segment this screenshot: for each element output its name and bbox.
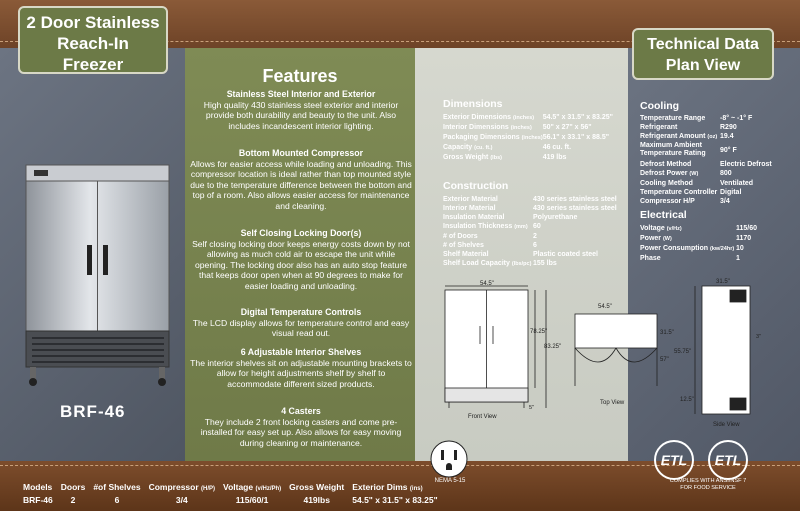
- feature-heading: Self Closing Locking Door(s): [240, 228, 362, 238]
- technical-title-line: Technical Data: [647, 36, 759, 53]
- front-door-label: 78.25": [530, 329, 548, 335]
- feature-body: Allows for easier access while loading and unloading. This compressor location is ideal rather than top mounted style due to the temperature difference between the bottom and top of a room. Also allows easier access for maintenance and cleaning.: [190, 158, 412, 211]
- freezer-image: [24, 163, 174, 388]
- spec-value: 3/4: [720, 198, 730, 205]
- feature-heading: 4 Casters: [281, 406, 321, 416]
- table-row: [443, 133, 613, 143]
- table-row: [443, 123, 613, 133]
- table-row: [640, 132, 772, 142]
- spec-label: Refrigerant Amount (oz): [640, 133, 718, 140]
- table-row: [443, 143, 613, 153]
- spec-value: -8° ~ -1° F: [720, 115, 753, 122]
- feature-item: [190, 228, 412, 291]
- spec-label: Maximum Ambient Temperature Rating: [640, 142, 706, 157]
- etl-sanitation-logo: ETL: [708, 440, 748, 480]
- side-depth-label: 31.5": [716, 279, 730, 285]
- nema-label: NEMA 5-15: [434, 478, 466, 484]
- column-header: Gross Weight: [289, 481, 345, 492]
- spec-label: Power (W): [640, 235, 672, 242]
- feature-heading: Stainless Steel Interior and Exterior: [226, 89, 376, 99]
- spec-label: # of Doors: [443, 233, 478, 240]
- table-row: [443, 153, 613, 163]
- table-row: [443, 232, 617, 241]
- table-header-row: [20, 481, 441, 492]
- feature-body: The LCD display allows for temperature control and easy visual read out.: [192, 317, 410, 338]
- model-label: BRF-46: [60, 402, 126, 421]
- features-title: Features: [262, 66, 338, 86]
- table-cell: 54.5" x 31.5" x 83.25": [352, 494, 438, 505]
- column-header: Models: [23, 481, 53, 492]
- table-row: [640, 234, 757, 244]
- table-cell: 3/4: [175, 494, 188, 505]
- spec-value: 115/60: [736, 225, 758, 232]
- table-row: [640, 160, 772, 169]
- spec-value: Plastic coated steel: [533, 251, 598, 258]
- column-header: Compressor (H/P): [148, 481, 216, 492]
- table-row: [640, 244, 757, 254]
- table-row: [640, 142, 772, 160]
- spec-value: 46 cu. ft.: [542, 144, 572, 151]
- table-row: [640, 169, 772, 179]
- spec-value: 2: [533, 233, 537, 240]
- spec-value: 1170: [736, 235, 752, 242]
- spec-value: 19.4: [720, 133, 734, 140]
- front-view-caption: Front View: [468, 414, 497, 420]
- table-row: [20, 494, 441, 505]
- construction-title: Construction: [443, 180, 509, 192]
- feature-body: The interior shelves sit on adjustable mounting brackets to allow for height adjustments shelf by shelf to accommodate different sized products.: [190, 357, 412, 389]
- spec-label: Gross Weight (lbs): [443, 154, 502, 161]
- feature-body: They include 2 front locking casters and come pre-installed for easy set up. Also allows for easy moving during cleaning or maintenance.: [200, 416, 402, 448]
- table-row: [443, 250, 617, 259]
- table-cell: 6: [114, 494, 120, 505]
- spec-label: Temperature Range: [640, 115, 706, 122]
- technical-title-line: Plan View: [665, 57, 741, 74]
- dimensions-title: Dimensions: [443, 98, 503, 110]
- top-view-drawing: [575, 304, 674, 406]
- table-row: [640, 114, 772, 123]
- spec-value: 54.5" x 31.5" x 83.25": [542, 114, 613, 121]
- column-header: Voltage (v/Hz/Ph): [223, 481, 282, 492]
- spec-value: 430 series stainless steel: [533, 205, 617, 212]
- feature-body: High quality 430 stainless steel exterior and interior provide both durability and beauty to the unit. Also includes incandescent interior lighting.: [203, 99, 399, 131]
- front-height-label: 83.25": [544, 344, 562, 350]
- front-width-label: 54.5": [480, 281, 494, 287]
- spec-label: Shelf Load Capacity (lbs/pc): [443, 260, 532, 267]
- table-row: [443, 259, 617, 269]
- table-row: [443, 241, 617, 250]
- top-width-label: 54.5": [598, 304, 612, 310]
- table-row: [443, 222, 617, 232]
- etl-logo: ETL: [654, 440, 694, 480]
- spec-value: Ventilated: [720, 180, 754, 187]
- table-row: [443, 195, 617, 204]
- table-row: [640, 197, 772, 206]
- feature-heading: Digital Temperature Controls: [240, 307, 362, 317]
- spec-value: 430 series stainless steel: [533, 196, 617, 203]
- feature-item: [190, 148, 412, 211]
- nema-plug-icon: [430, 440, 468, 478]
- front-foot-label: 5": [529, 405, 535, 411]
- table-row: [443, 113, 613, 123]
- table-cell: BRF-46: [23, 494, 53, 505]
- spec-value: 50" x 27" x 56": [542, 124, 592, 131]
- spec-value: 60: [533, 223, 541, 230]
- technical-title-box: [632, 28, 774, 80]
- spec-label: Insulation Thickness (mm): [443, 223, 528, 230]
- feature-item: [190, 89, 412, 131]
- spec-value: 6: [533, 242, 537, 249]
- spec-value: 56.1" x 33.1" x 88.5": [542, 134, 610, 141]
- spec-value: 800: [720, 170, 732, 177]
- column-header: Exterior Dims (ins): [352, 481, 423, 492]
- feature-body: Self closing locking door keeps energy costs down by not allowing as much cold air to escape the unit while opening. The locking door also has an auto stop feature that keeps door open when at 90 degrees to make for easier loading and unloading.: [192, 238, 410, 291]
- spec-label: Exterior Material: [443, 196, 498, 203]
- spec-value: 90° F: [720, 147, 737, 154]
- top-view-caption: Top View: [600, 400, 625, 406]
- spec-value: Polyurethane: [533, 214, 578, 221]
- side-base-label: 12.5": [680, 397, 694, 403]
- spec-label: Capacity (cu. ft.): [443, 144, 493, 151]
- table-row: [640, 224, 757, 234]
- spec-value: 10: [736, 245, 744, 252]
- spec-value: 419 lbs: [542, 154, 567, 161]
- table-cell: 2: [70, 494, 76, 505]
- spec-value: Electric Defrost: [720, 161, 772, 168]
- spec-value: R290: [720, 124, 737, 131]
- front-view-drawing: [445, 281, 561, 420]
- spec-label: # of Shelves: [443, 242, 484, 249]
- table-cell: 419lbs: [303, 494, 330, 505]
- column-header: Doors: [60, 481, 86, 492]
- spec-label: Interior Dimensions (inches): [443, 124, 532, 131]
- feature-heading: Bottom Mounted Compressor: [238, 148, 364, 158]
- construction-table: [443, 195, 617, 269]
- spec-label: Packaging Dimensions (inches): [443, 134, 543, 141]
- spec-value: Digital: [720, 189, 742, 196]
- side-view-caption: Side View: [713, 422, 740, 426]
- spec-label: Power Consumption (kw/24hr): [640, 245, 735, 252]
- compliance-line: FOR FOOD SERVICE: [680, 485, 736, 491]
- table-row: [640, 179, 772, 188]
- spec-label: Interior Material: [443, 205, 496, 212]
- spec-label: Phase: [640, 255, 661, 262]
- spec-label: Cooling Method: [640, 180, 693, 187]
- table-cell: 115/60/1: [235, 494, 269, 505]
- table-row: [640, 188, 772, 197]
- compliance-text: [648, 478, 768, 492]
- top-swing-label: 57": [660, 357, 669, 363]
- spec-label: Voltage (v/Hz): [640, 225, 682, 232]
- spec-label: Compressor H/P: [640, 198, 695, 205]
- cooling-title: Cooling: [640, 100, 680, 112]
- spec-label: Defrost Power (W): [640, 170, 699, 177]
- side-offset-label: 3": [756, 334, 762, 340]
- table-row: [640, 123, 772, 132]
- spec-label: Refrigerant: [640, 124, 678, 131]
- side-view-drawing: [674, 279, 761, 426]
- spec-label: Insulation Material: [443, 214, 505, 221]
- electrical-table: [640, 224, 757, 263]
- side-height-label: 55.75": [674, 349, 692, 355]
- product-title-line: Reach-In: [57, 34, 129, 53]
- product-title-line: Freezer: [62, 55, 124, 74]
- model-summary-table: [18, 479, 443, 507]
- dimensions-table: [443, 113, 613, 163]
- spec-label: Exterior Dimensions (inches): [443, 114, 535, 121]
- spec-value: 155 lbs: [533, 260, 557, 267]
- feature-heading: 6 Adjustable Interior Shelves: [240, 347, 362, 357]
- product-title-line: 2 Door Stainless: [26, 13, 160, 32]
- compliance-line: COMPLIES WITH ANSI/NSF 7: [669, 478, 747, 484]
- table-row: [443, 213, 617, 222]
- product-title-box: [18, 6, 168, 74]
- spec-label: Temperature Controller: [640, 189, 718, 196]
- spec-label: Shelf Material: [443, 251, 489, 258]
- top-depth-label: 31.5": [660, 330, 674, 336]
- table-row: [640, 254, 757, 263]
- plan-view-drawings: [440, 276, 775, 426]
- electrical-title: Electrical: [640, 209, 687, 221]
- cooling-table: [640, 114, 772, 206]
- feature-item: [190, 307, 412, 339]
- feature-item: [190, 347, 412, 389]
- column-header: #of Shelves: [93, 481, 141, 492]
- table-row: [443, 204, 617, 213]
- feature-item: [190, 406, 412, 448]
- spec-value: 1: [736, 255, 740, 262]
- spec-label: Defrost Method: [640, 161, 692, 168]
